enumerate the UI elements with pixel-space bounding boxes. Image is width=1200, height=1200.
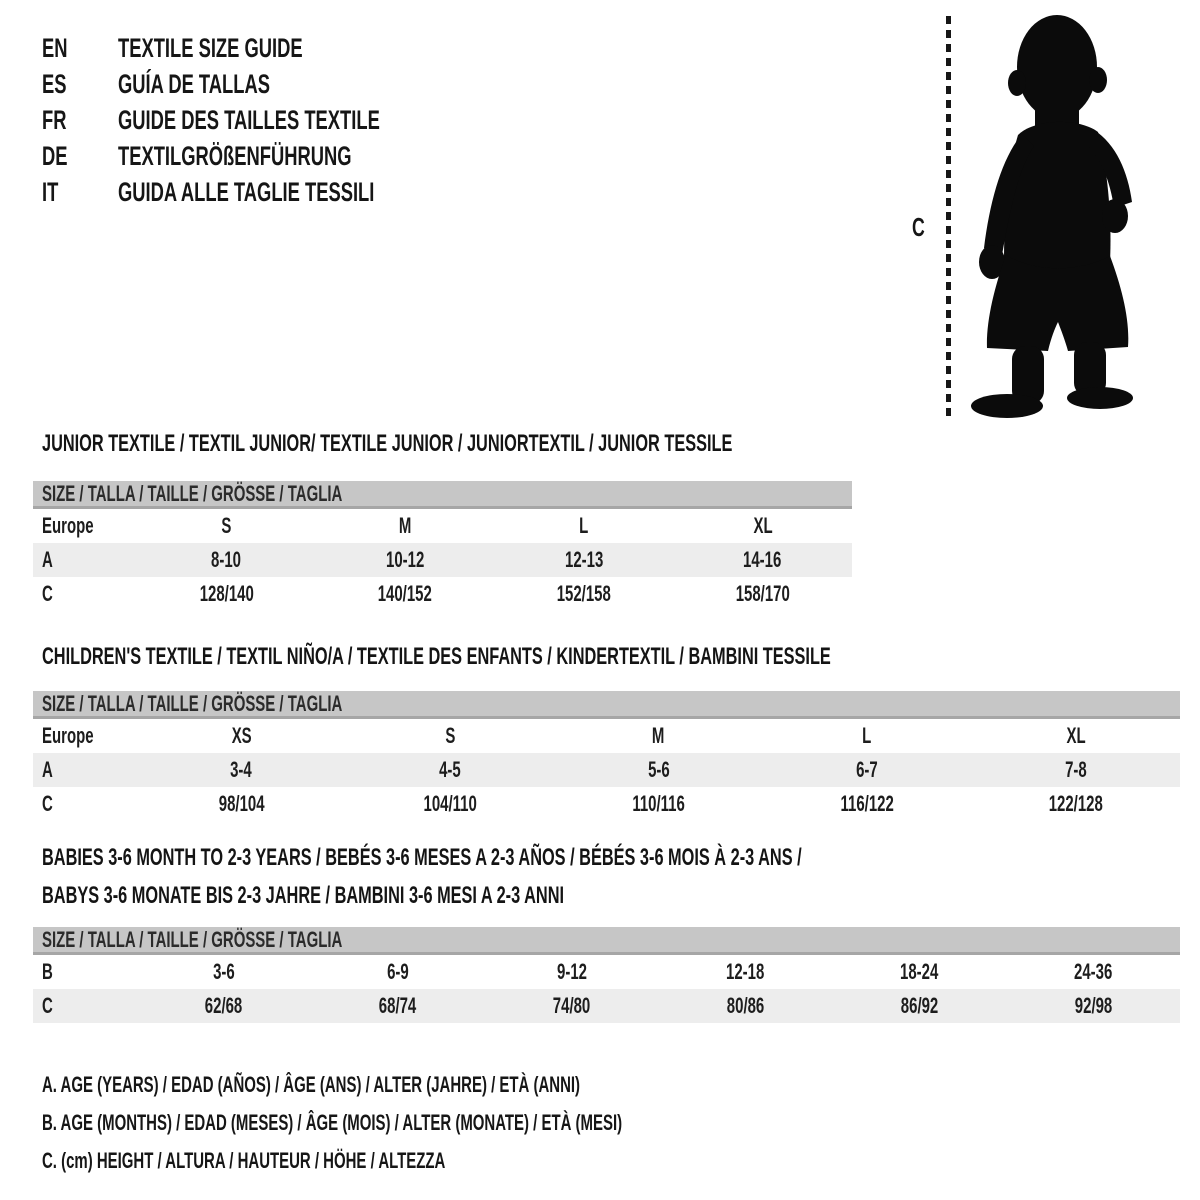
language-code: DE [42, 140, 68, 171]
size-cell: 68/74 [379, 993, 417, 1018]
size-cell: 9-12 [556, 959, 587, 984]
height-measure-dashed-line [946, 16, 951, 416]
size-table-header: SIZE / TALLA / TAILLE / GRÖSSE / TAGLIA [33, 481, 852, 509]
size-cell: 122/128 [1048, 791, 1103, 816]
size-cell: 18-24 [900, 959, 939, 984]
size-cell: 152/158 [556, 581, 611, 606]
language-row [42, 174, 503, 210]
size-cell: 74/80 [552, 993, 591, 1018]
size-cell: 24-36 [1073, 959, 1113, 984]
section-title-junior: JUNIOR TEXTILE / TEXTIL JUNIOR/ TEXTILE JUNIOR / JUNIORTEXTIL / JUNIOR TESSILE [42, 430, 733, 457]
size-cell: 10-12 [385, 547, 425, 572]
table-row [33, 719, 1180, 753]
size-cell: 98/104 [218, 791, 265, 816]
size-cell: 14-16 [743, 547, 782, 572]
size-cell: 92/98 [1074, 993, 1112, 1018]
babies-size-table [33, 927, 1180, 1023]
toddler-head [1017, 15, 1097, 119]
table-row [33, 509, 852, 543]
language-code: IT [42, 176, 59, 207]
size-cell: 128/140 [199, 581, 254, 606]
row-label: A [42, 547, 53, 572]
size-cell: 12-18 [726, 959, 765, 984]
section-title-children: CHILDREN'S TEXTILE / TEXTIL NIÑO/A / TEXTILE DES ENFANTS / KINDERTEXTIL / BAMBINI TESSILE [42, 643, 831, 670]
size-cell: 80/86 [726, 993, 765, 1018]
children-size-table [33, 691, 1180, 821]
size-cell: S [221, 513, 232, 538]
language-code: FR [42, 104, 67, 135]
size-cell: XL [753, 513, 773, 538]
table-row [33, 543, 852, 577]
language-title: TEXTILGRÖßENFÜHRUNG [118, 140, 352, 171]
size-cell: 12-13 [564, 547, 604, 572]
size-cell: 3-6 [213, 959, 235, 984]
size-cell: M [652, 723, 665, 748]
size-cell: 110/116 [632, 791, 685, 816]
size-cell: 6-7 [856, 757, 878, 782]
row-label: C [42, 581, 53, 606]
size-cell: XL [1066, 723, 1086, 748]
language-title: GUIDA ALLE TAGLIE TESSILI [118, 176, 375, 207]
size-cell: 62/68 [205, 993, 243, 1018]
section-title-babies: BABIES 3-6 MONTH TO 2-3 YEARS / BEBÉS 3-6 MESES A 2-3 AÑOS / BÉBÉS 3-6 MOIS À 2-3 ANS / BABYS 3-6 MONATE BIS 2-3 JAHRE / BAMBINI 3-6 MESI A 2-3 ANNI [42, 844, 802, 909]
language-row [42, 30, 503, 66]
size-cell: 5-6 [647, 757, 670, 782]
size-cell: 140/152 [378, 581, 433, 606]
size-table-header: SIZE / TALLA / TAILLE / GRÖSSE / TAGLIA [33, 927, 1180, 955]
footnotes [42, 1066, 895, 1180]
size-cell: S [444, 723, 455, 748]
language-row [42, 102, 503, 138]
table-row [33, 787, 1180, 821]
footnote-height-cm: C. (cm) HEIGHT / ALTURA / HAUTEUR / HÖHE / ALTEZZA [42, 1148, 446, 1173]
size-table-header: SIZE / TALLA / TAILLE / GRÖSSE / TAGLIA [33, 691, 1180, 719]
size-cell: M [398, 513, 412, 538]
size-cell: L [579, 513, 589, 538]
size-cell: 6-9 [386, 959, 409, 984]
table-row [33, 753, 1180, 787]
row-label: A [42, 757, 53, 782]
row-label: B [42, 959, 53, 984]
size-cell: 86/92 [900, 993, 938, 1018]
table-row [33, 955, 1180, 989]
size-cell: 7-8 [1064, 757, 1087, 782]
size-cell: XS [231, 723, 252, 748]
language-code: ES [42, 68, 67, 99]
language-title: GUIDE DES TAILLES TEXTILE [118, 104, 380, 135]
row-label: Europe [42, 513, 94, 538]
size-cell: 158/170 [735, 581, 790, 606]
size-cell: 3-4 [230, 757, 253, 782]
language-title: TEXTILE SIZE GUIDE [118, 32, 303, 63]
junior-size-table [33, 481, 852, 611]
size-cell: 8-10 [211, 547, 242, 572]
language-header [42, 30, 503, 210]
height-measure-label: C [912, 212, 925, 242]
toddler-silhouette-image [960, 10, 1156, 420]
footnote-age-months: B. AGE (MONTHS) / EDAD (MESES) / ÂGE (MOIS) / ALTER (MONATE) / ETÀ (MESI) [42, 1110, 623, 1135]
row-label: Europe [42, 723, 94, 748]
size-cell: 104/110 [423, 791, 477, 816]
size-cell: L [862, 723, 872, 748]
size-cell: 4-5 [439, 757, 461, 782]
row-label: C [42, 993, 53, 1018]
language-code: EN [42, 32, 68, 63]
language-title: GUÍA DE TALLAS [118, 68, 270, 99]
language-row [42, 66, 503, 102]
table-row [33, 989, 1180, 1023]
language-row [42, 138, 503, 174]
row-label: C [42, 791, 53, 816]
footnote-age-years: A. AGE (YEARS) / EDAD (AÑOS) / ÂGE (ANS) / ALTER (JAHRE) / ETÀ (ANNI) [42, 1072, 581, 1097]
table-row [33, 577, 852, 611]
size-cell: 116/122 [840, 791, 894, 816]
